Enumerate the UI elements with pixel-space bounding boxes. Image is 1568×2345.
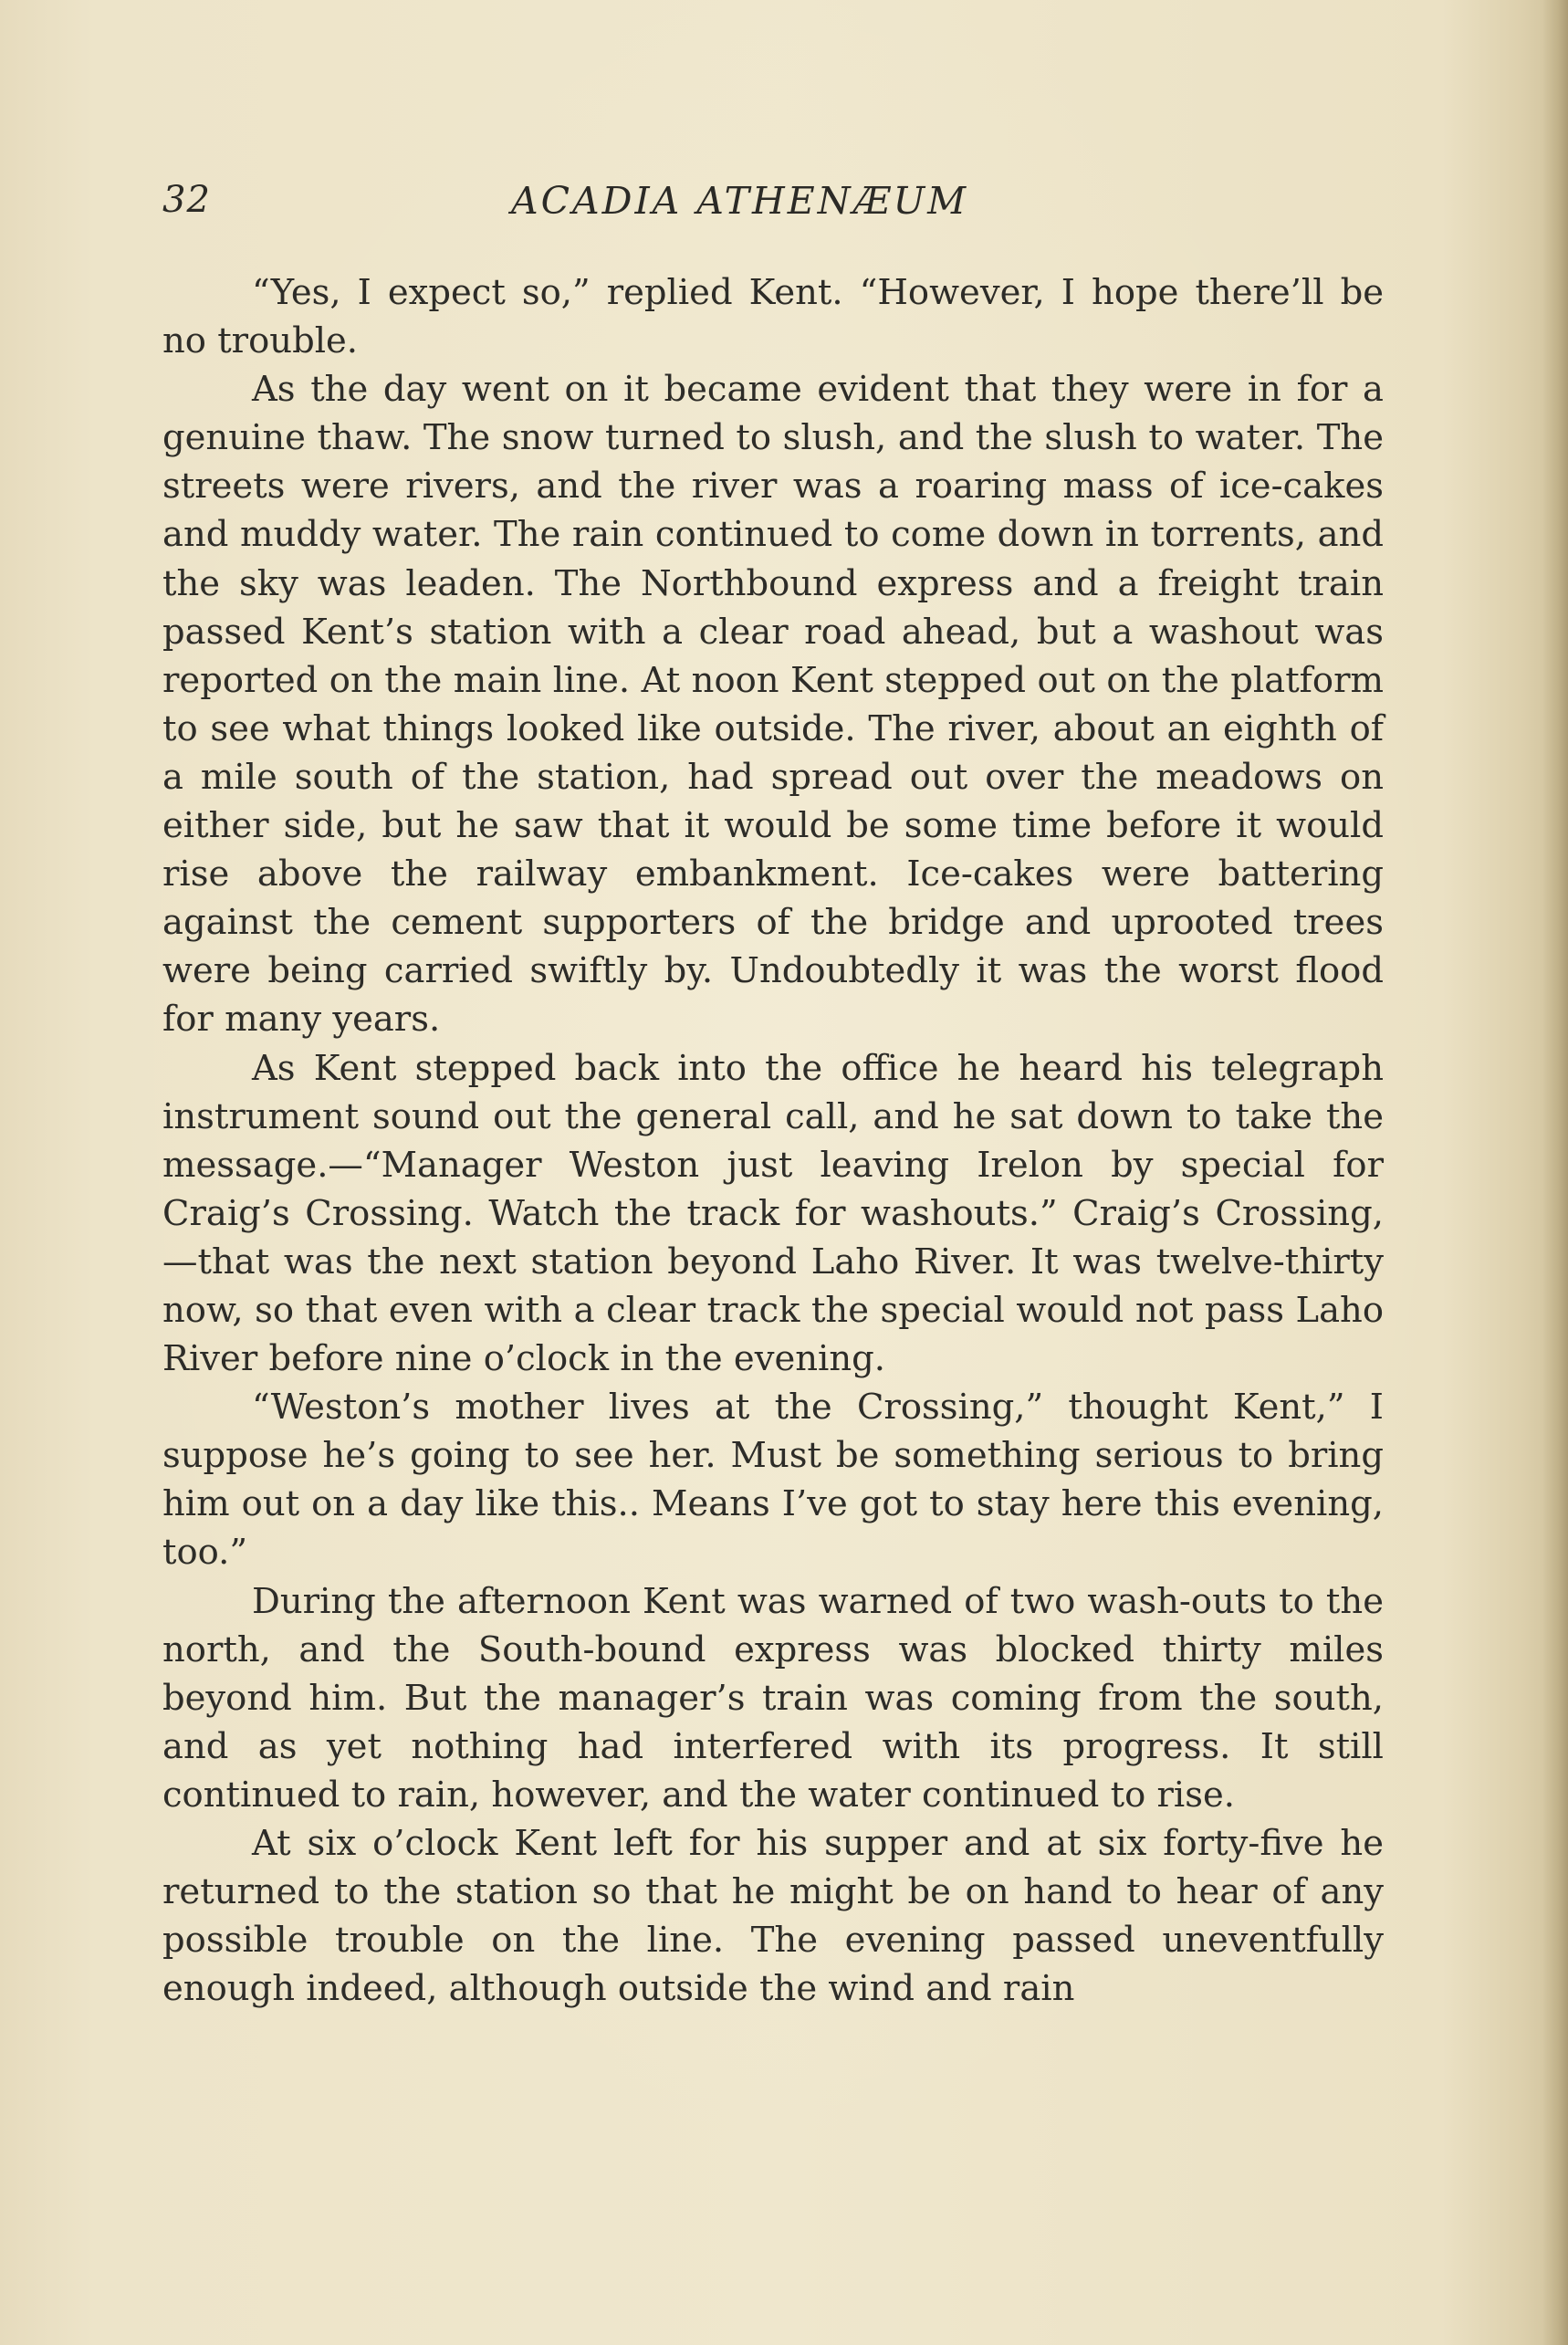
paragraph: “Weston’s mother lives at the Crossing,” thought Kent,” I suppose he’s going to see her. Must be something serious to bring him out on a day like this.. Means I’ve got to stay here this evening, too.” xyxy=(162,1387,1384,1574)
page-header xyxy=(162,175,1385,230)
paragraph: During the afternoon Kent was warned of two wash-outs to the north, and the South-bound express was blocked thirty miles beyond him. But the manager’s train was coming from the south, and as yet nothing had interfered with its progress. It still continued to rain, however, and the water continued to rise. xyxy=(162,1580,1384,1816)
paragraph: At six o’clock Kent left for his supper and at six forty-five he returned to the station so that he might be on hand to hear of any possible trouble on the line. The evening passed uneventfully enough indeed, although outside the wind and rain xyxy=(162,1823,1384,2010)
running-title: ACADIA ATHENÆUM xyxy=(511,179,969,223)
page-number: 32 xyxy=(162,179,211,221)
body-text xyxy=(162,268,1384,2013)
paragraph: “Yes, I expect so,” replied Kent. “However, I hope there’ll be no trouble. xyxy=(162,272,1384,362)
paragraph: As the day went on it became evident that they were in for a genuine thaw. The snow turned to slush, and the slush to water. The streets were rivers, and the river was a roaring mass of ice-cakes and muddy water. The rain continued to come down in torrents, and the sky was leaden. The Northbound express and a freight train passed Kent’s station with a clear road ahead, but a washout was reported on the main line. At noon Kent stepped out on the platform to see what things looked like outside. The river, about an eighth of a mile south of the station, had spread out over the meadows on either side, but he saw that it would be some time before it would rise above the railway embankment. Ice-cakes were battering against the cement supporters of the bridge and uprooted trees were being carried swiftly by. Undoubtedly it was the worst flood for many years. xyxy=(162,369,1384,1041)
paragraph: As Kent stepped back into the office he heard his telegraph instrument sound out the general call, and he sat down to take the message.—“Manager Weston just leaving Irelon by special for Craig’s Crossing. Watch the track for washouts.” Craig’s Crossing,—that was the next station beyond Laho River. It was twelve-thirty now, so that even with a clear track the special would not pass Laho River before nine o’clock in the evening. xyxy=(162,1047,1384,1380)
page-edge-shadow xyxy=(1542,0,1568,2345)
